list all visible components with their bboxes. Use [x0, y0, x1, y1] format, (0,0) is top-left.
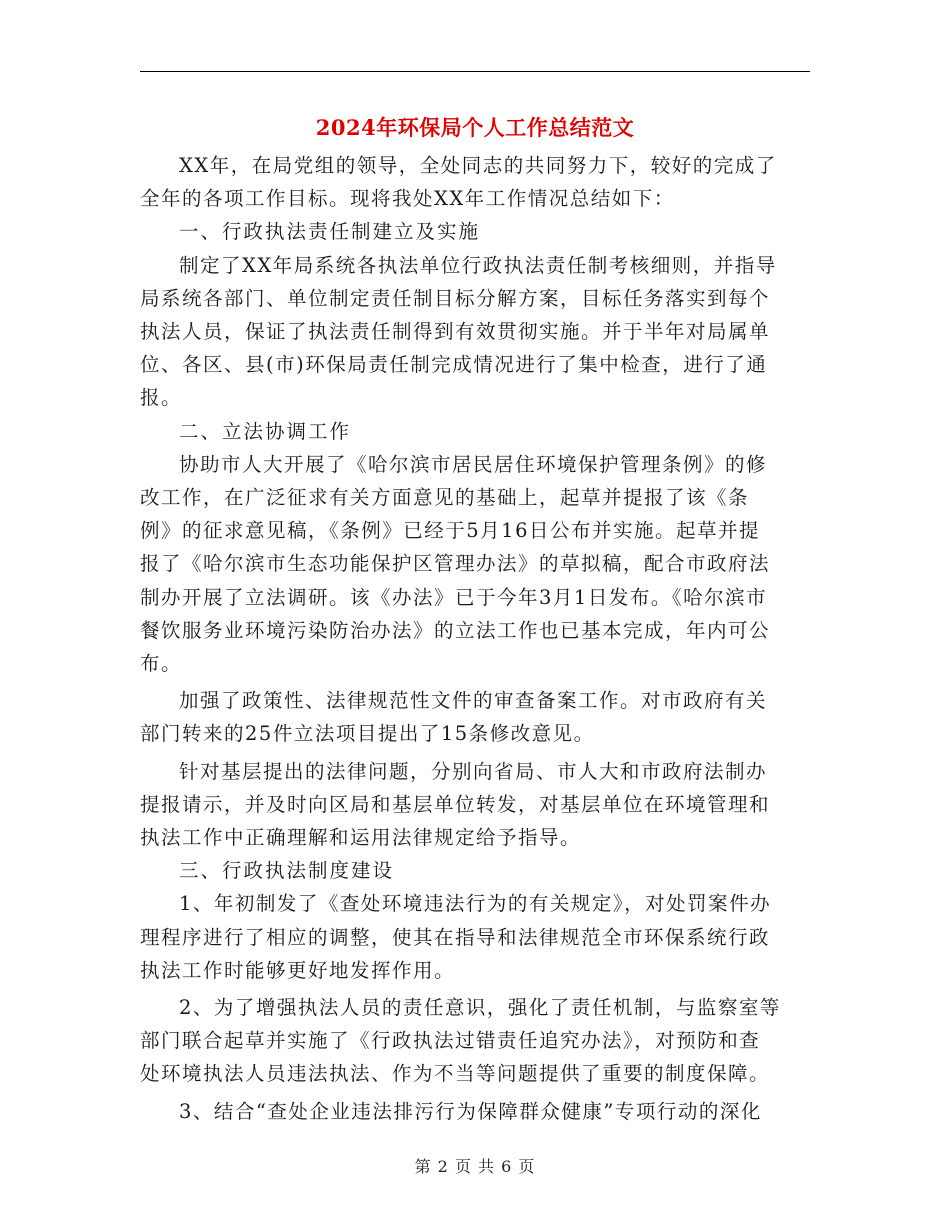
section-heading-3: 三、行政执法制度建设 — [179, 859, 395, 883]
paragraph-legislation: 协助市人大开展了《哈尔滨市居民居住环境保护管理条例》的修 改工作，在广泛征求有关方面意见的基础上，起草并提报了该《条 例》的征求意见稿，《条例》已经于5月16日公布并实施。起草并提 报了《哈尔滨市生态功能保护区管理办法》的草拟稿，配合市政府法 制办开展了立法调研。该《办法》已于今年3月1日发布。《哈尔滨市 餐饮服务业环境污染防治办法》的立法工作也已基本完成，年内可公 布。 — [140, 452, 771, 676]
page-footer: 第 2 页 共 6 页 — [414, 1157, 536, 1176]
header-rule — [140, 71, 810, 72]
paragraph-intro: XX年，在局党组的领导，全处同志的共同努力下，较好的完成了 全年的各项工作目标。现将我处XX年工作情况总结如下： — [140, 154, 777, 211]
section-heading-2: 二、立法协调工作 — [179, 419, 352, 443]
paragraph-item-3: 3、结合“查处企业违法排污行为保障群众健康”专项行动的深化 — [179, 1099, 762, 1123]
paragraph-item-1: 1、年初制发了《查处环境违法行为的有关规定》，对处罚案件办 理程序进行了相应的调整，使其在指导和法律规范全市环保系统行政 执法工作时能够更好地发挥作用。 — [140, 892, 772, 982]
section-heading-1: 一、行政执法责任制建立及实施 — [179, 220, 481, 244]
paragraph-review: 加强了政策性、法律规范性文件的审查备案工作。对市政府有关 部门转来的25件立法项目提出了15条修改意见。 — [140, 689, 768, 746]
paragraph-item-2: 2、为了增强执法人员的责任意识，强化了责任机制，与监察室等 部门联合起草并实施了《行政执法过错责任追究办法》，对预防和查 处环境执法人员违法执法、作为不当等问题提供了重要的制度保障。 — [140, 996, 781, 1086]
document-body — [140, 149, 810, 1128]
paragraph-section-1: 制定了XX年局系统各执法单位行政执法责任制考核细则，并指导 局系统各部门、单位制定责任制目标分解方案，目标任务落实到每个 执法人员，保证了执法责任制得到有效贯彻实施。并于半年对局属单 位、各区、县(市)环保局责任制完成情况进行了集中检查，进行了通 报。 — [140, 253, 777, 410]
document-title: 2024年环保局个人工作总结范文 — [315, 115, 635, 140]
paragraph-guidance: 针对基层提出的法律问题，分别向省局、市人大和市政府法制办 提报请示，并及时向区局和基层单位转发，对基层单位在环境管理和 执法工作中正确理解和运用法律规定给予指导。 — [140, 759, 771, 850]
